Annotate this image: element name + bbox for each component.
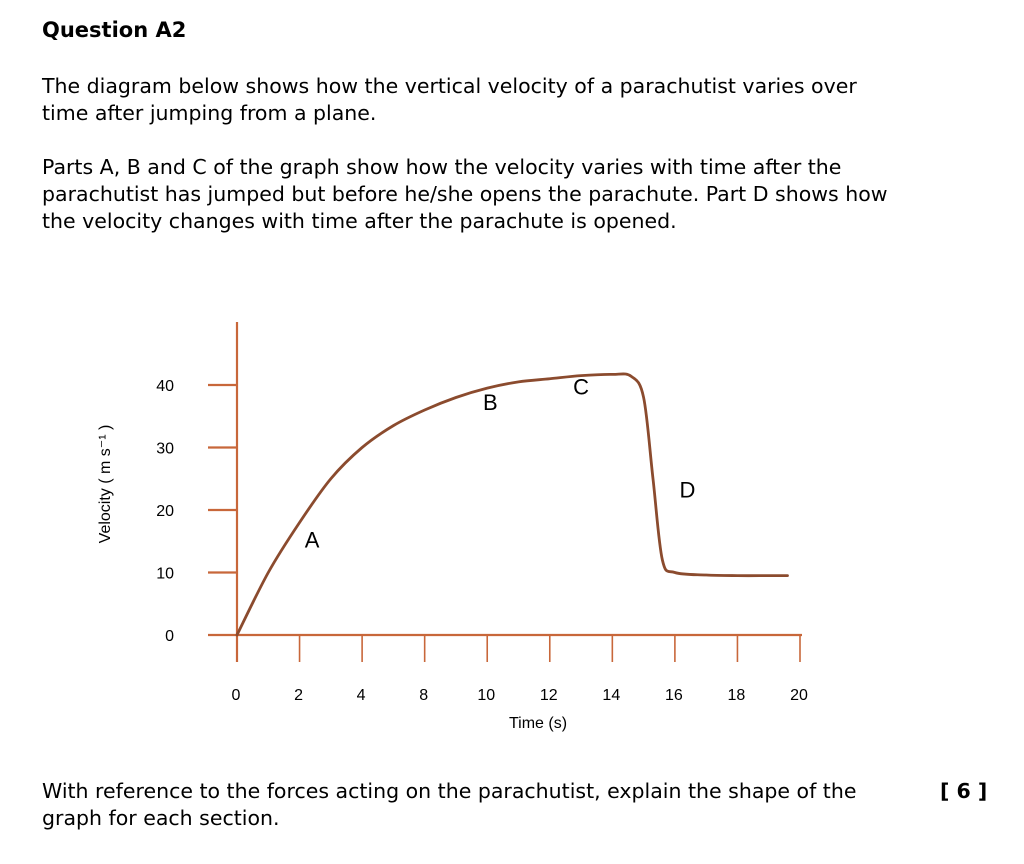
parts-description-paragraph: Parts A, B and C of the graph show how the velocity varies with time after the parachutist has jumped but before he/she opens the parachute. Part D shows how the velocity changes with time after the parachute is opened.: [42, 155, 888, 233]
x-axis-label: Time (s): [508, 715, 568, 732]
y-tick-label: 0: [165, 628, 174, 645]
x-tick-label: 8: [419, 687, 429, 704]
intro-paragraph: The diagram below shows how the vertical velocity of a parachutist varies over time after jumping from a plane.: [42, 74, 857, 125]
x-tick-label: 18: [727, 687, 746, 704]
section-label-b: B: [483, 390, 498, 415]
x-tick-label: 14: [602, 687, 621, 704]
y-tick-label: 10: [156, 565, 174, 583]
section-label-d: D: [679, 477, 696, 503]
x-tick-label: 0: [231, 687, 241, 704]
question-heading: Question A2: [42, 18, 187, 42]
y-tick-label: 20: [156, 503, 174, 520]
y-axis-label: Velocity ( m s⁻¹ ): [97, 424, 114, 544]
x-tick-label: 16: [664, 687, 683, 704]
x-tick-label: 4: [356, 687, 366, 704]
x-tick-label: 12: [539, 687, 558, 704]
section-label-a: A: [304, 527, 320, 553]
x-tick-label: 20: [790, 687, 808, 704]
x-axis-ticks: [232, 635, 808, 704]
velocity-time-graph: [0, 300, 1024, 750]
chart-series: [237, 374, 787, 635]
y-tick-label: 40: [156, 378, 174, 395]
y-axis-ticks: [156, 378, 237, 645]
x-tick-label: 2: [294, 687, 304, 704]
y-tick-label: 30: [156, 440, 174, 458]
question-prompt: With reference to the forces acting on the parachutist, explain the shape of the graph for each section.: [42, 779, 857, 830]
chart-axes: [208, 322, 802, 662]
marks-badge: [ 6 ]: [940, 779, 988, 803]
x-tick-label: 10: [477, 687, 496, 704]
chart-annotations: [305, 374, 696, 552]
section-label-c: C: [573, 374, 590, 400]
velocity-curve: [237, 374, 787, 635]
